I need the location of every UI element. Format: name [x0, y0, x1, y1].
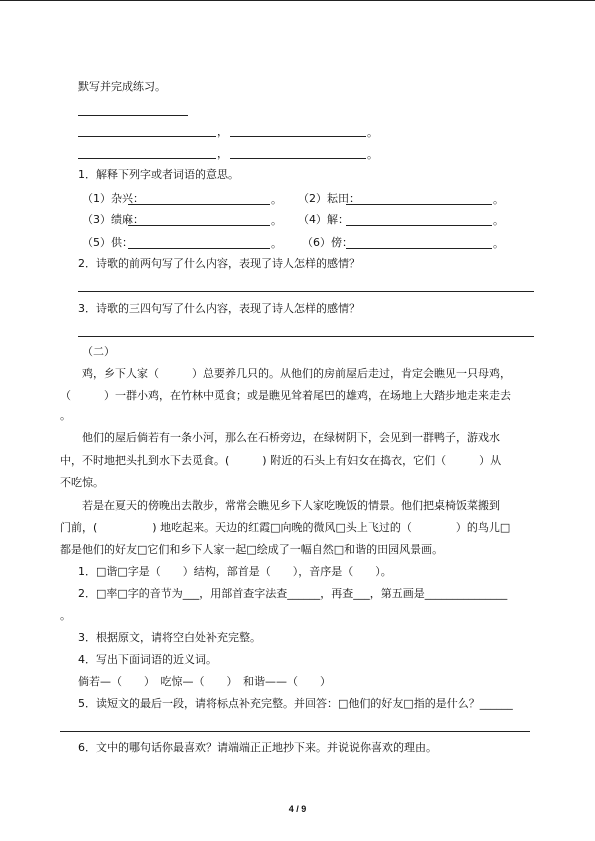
passage-line: 。: [60, 409, 71, 422]
answer-blank: [346, 204, 492, 205]
answer-blank: [230, 158, 366, 159]
answer-blank: [346, 225, 492, 226]
section-title: （二）: [82, 345, 115, 358]
period-mark: 。: [60, 609, 71, 622]
answer-blank: [128, 248, 270, 249]
period-mark: 。: [271, 237, 282, 250]
sub-question-6: 6．文中的哪句话你最喜欢？请端端正正地抄下来。并说说你喜欢的理由。: [78, 741, 437, 754]
period-mark: 。: [271, 214, 282, 227]
period-mark: 。: [367, 126, 378, 139]
q1-item-label: （3）绩麻：: [82, 213, 144, 226]
period-mark: 。: [493, 193, 504, 206]
passage-line: （ ）一群小鸡，在竹林中觅食；或是瞧见耸着尾巴的雄鸡，在场地上大踏步地走来走去: [60, 389, 511, 402]
page-top-border: [0, 0, 595, 1]
period-mark: 。: [493, 237, 504, 250]
answer-blank: [128, 204, 270, 205]
passage-line: 不吃惊。: [60, 476, 104, 489]
passage-line: 若是在夏天的傍晚出去散步，常常会瞧见乡下人家吃晚饭的情景。他们把桌椅饭菜搬到: [82, 499, 500, 512]
q1-item-label: （5）供：: [82, 236, 133, 249]
instruction-heading: 默写并完成练习。: [78, 80, 166, 93]
answer-line: [78, 336, 534, 337]
comma-mark: ，: [217, 147, 228, 160]
question-1: 1．解释下列字或者词语的意思。: [78, 168, 239, 181]
answer-blank: [78, 115, 188, 116]
q1-item-label: （1）杂兴：: [82, 192, 144, 205]
passage-line: 都是他们的好友□它们和乡下人家一起□绘成了一幅自然□和谐的田园风景画。: [60, 543, 444, 556]
page-number: 4 / 9: [288, 804, 307, 814]
answer-blank: [78, 158, 216, 159]
answer-blank: [346, 248, 492, 249]
period-mark: 。: [367, 148, 378, 161]
comma-mark: ，: [217, 125, 228, 138]
sub-question-2: 2．□率□字的音节为___，用部首查字法查______，再查___，第五画是_______________: [78, 587, 508, 600]
sub-question-5: 5．读短文的最后一段，请将标点补充完整。并回答：□他们的好友□指的是什么？______: [78, 697, 513, 710]
answer-line: [60, 731, 530, 732]
sub-question-4: 4．写出下面词语的近义词。: [78, 653, 217, 666]
passage-line: 他们的屋后倘若有一条小河，那么在石桥旁边，在绿树阴下，会见到一群鸭子，游戏水: [82, 431, 500, 444]
answer-blank: [78, 136, 216, 137]
answer-blank: [230, 136, 366, 137]
question-3: 3．诗歌的三四句写了什么内容，表现了诗人怎样的感情？: [78, 302, 360, 315]
q1-item-label: （4）解：: [298, 213, 349, 226]
answer-line: [78, 291, 534, 292]
passage-line: 中，不时地把头扎到水下去觅食。( ) 附近的石头上有妇女在捣衣，它们（ ）从: [60, 454, 502, 467]
sub-question-1: 1．□谐□字是（ ）结构，部首是（ ），音序是（ ）。: [78, 565, 392, 578]
passage-line: 鸡，乡下人家（ ）总要养几只的。从他们的房前屋后走过，肯定会瞧见一只母鸡，: [82, 367, 511, 380]
sub-question-3: 3．根据原文，请将空白处补充完整。: [78, 631, 261, 644]
synonym-blanks: 倘若—（ ） 吃惊—（ ） 和谐——（ ）: [78, 675, 331, 688]
passage-line: 门前，( ) 地吃起来。天边的红霞□向晚的微风□头上飞过的（ ）的鸟儿□: [60, 521, 511, 534]
answer-blank: [128, 225, 270, 226]
question-2: 2．诗歌的前两句写了什么内容，表现了诗人怎样的感情？: [78, 257, 360, 270]
period-mark: 。: [271, 193, 282, 206]
period-mark: 。: [493, 214, 504, 227]
q1-item-label: （6）傍：: [302, 236, 353, 249]
q1-item-label: （2）耘田：: [298, 192, 360, 205]
